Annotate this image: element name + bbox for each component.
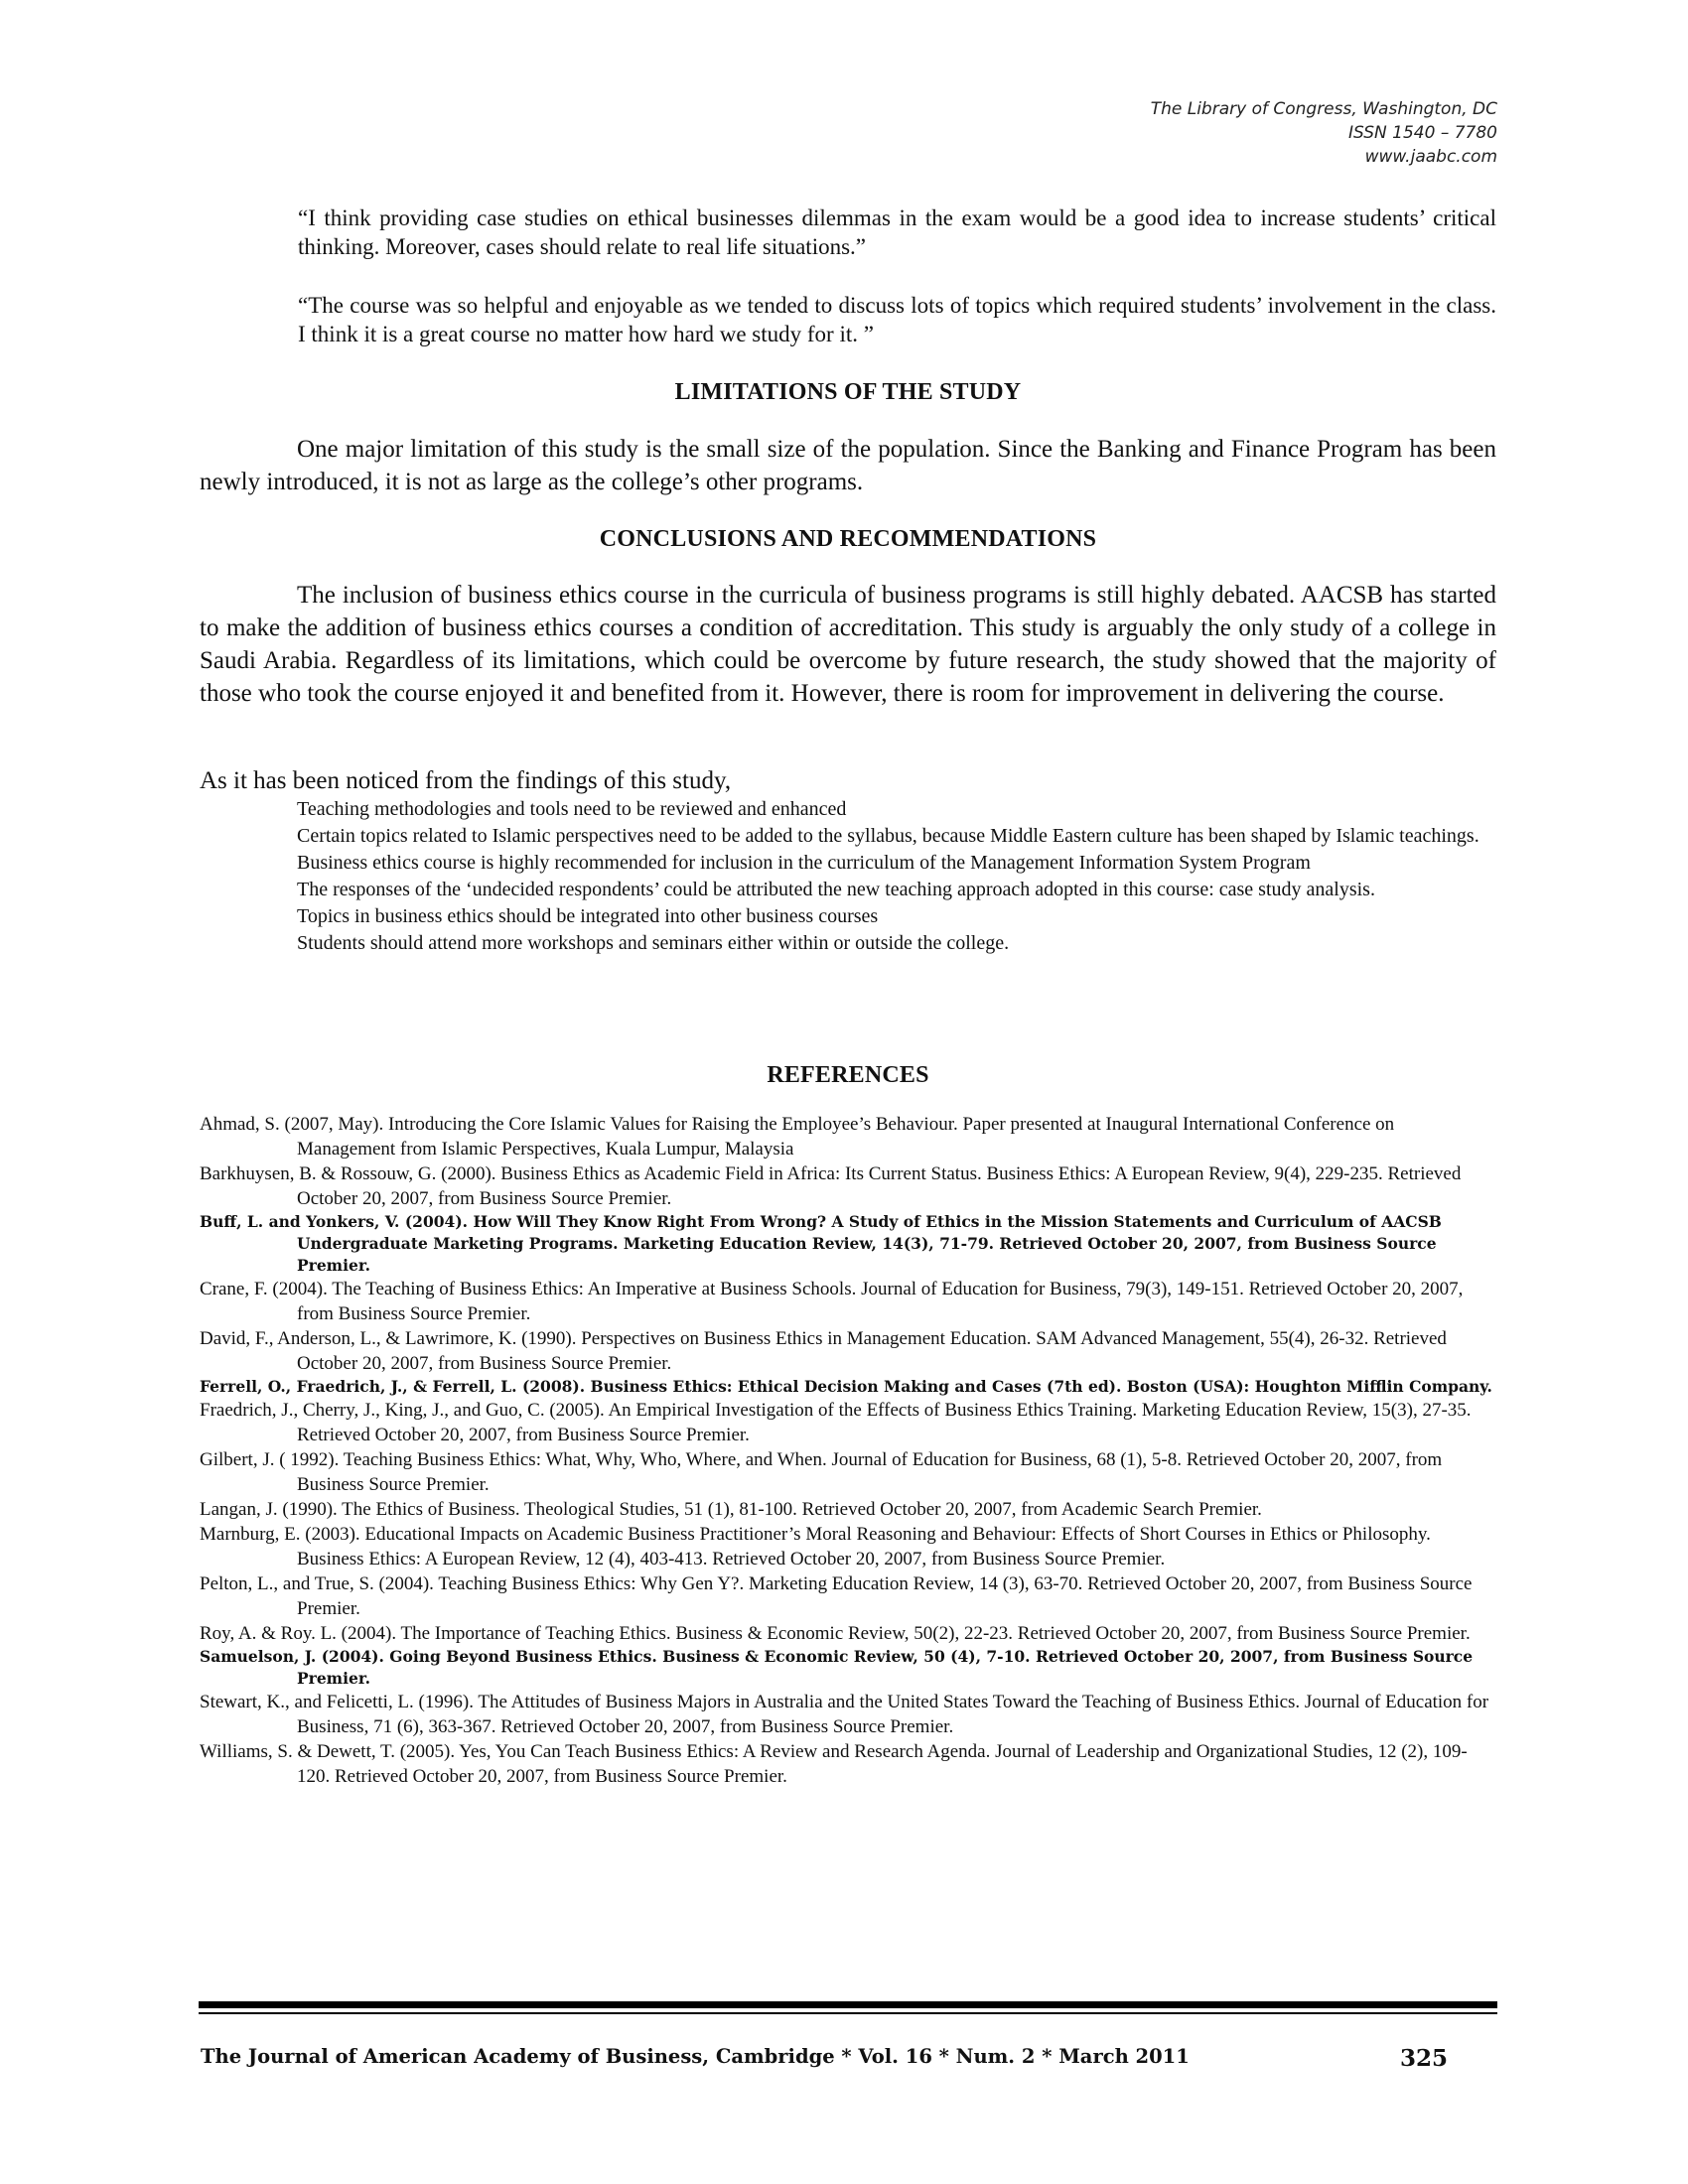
reference-entry: David, F., Anderson, L., & Lawrimore, K. (1990). Perspectives on Business Ethics in Management Education. SAM Advanced Management, 55(4), 26-32. Retrieved October 20, 2007, from Business Source Premier. [200, 1328, 1447, 1374]
references-body [200, 1112, 1496, 1789]
masthead-website: www.jaabc.com [1364, 147, 1497, 167]
reference-entry: Buff, L. and Yonkers, V. (2004). How Will They Know Right From Wrong? A Study of Ethics in the Mission Statements and Curriculum of AACSB Undergraduate Marketing Programs. Marketing Education Review, 14(3), 71-79. Retrieved October 20, 2007, from Business Source Premier. [200, 1212, 1442, 1275]
limitations-heading: LIMITATIONS OF THE STUDY [674, 379, 1022, 405]
reference-entry: Marnburg, E. (2003). Educational Impacts on Academic Business Practitioner’s Moral Reasoning and Behaviour: Effects of Short Courses in Ethics or Philosophy. Business Ethics: A European Review, 12 (4), 403-413. Retrieved October 20, 2007, from Business Source Premier. [200, 1524, 1431, 1570]
reference-entry: Ferrell, O., Fraedrich, J., & Ferrell, L. (2008). Business Ethics: Ethical Decision Making and Cases (7th ed). Boston (USA): Houghton Mifflin Company. [200, 1377, 1492, 1396]
masthead [802, 97, 1497, 169]
reference-entry: Crane, F. (2004). The Teaching of Business Ethics: An Imperative at Business Schools. Journal of Education for Business, 79(3), 149-151. Retrieved October 20, 2007, from Business Source Premier. [200, 1279, 1464, 1324]
masthead-library: The Library of Congress, Washington, DC [1150, 99, 1497, 119]
recommendations-intro: As it has been noticed from the findings of this study, [200, 767, 732, 794]
limitations-body [200, 433, 1496, 498]
recommendation-item: Business ethics course is highly recommended for inclusion in the curriculum of the Management Information System Program [297, 852, 1311, 874]
quote-paragraph: “I think providing case studies on ethical businesses dilemmas in the exam would be a good idea to increase students’ critical thinking. Moreover, cases should relate to real life situations.” [298, 205, 1496, 259]
references-section [200, 1062, 1496, 1089]
masthead-issn: ISSN 1540 – 7780 [1348, 123, 1497, 143]
conclusions-paragraph: The inclusion of business ethics course in the curricula of business programs is still highly debated. AACSB has started to make the addition of business ethics courses a condition of accreditation. This study is arguably the only study of a college in Saudi Arabia. Regardless of its limitations, which could be overcome by future research, the study showed that the majority of those who took the course enjoyed it and benefited from it. However, there is room for improvement in delivering the course. [200, 582, 1496, 707]
conclusions-section [200, 526, 1496, 553]
reference-entry: Langan, J. (1990). The Ethics of Business. Theological Studies, 51 (1), 81-100. Retrieved October 20, 2007, from Academic Search Premier. [200, 1499, 1262, 1520]
reference-entry: Pelton, L., and True, S. (2004). Teaching Business Ethics: Why Gen Y?. Marketing Education Review, 14 (3), 63-70. Retrieved October 20, 2007, from Business Source Premier. [200, 1573, 1473, 1619]
recommendations [200, 766, 1496, 957]
reference-entry: Ahmad, S. (2007, May). Introducing the Core Islamic Values for Raising the Employee’s Behaviour. Paper presented at Inaugural International Conference on Management from Islamic Perspectives, Kuala Lumpur, Malaysia [200, 1114, 1395, 1160]
references-heading: REFERENCES [767, 1062, 929, 1088]
recommendation-item: Topics in business ethics should be integrated into other business courses [297, 905, 879, 927]
conclusions-heading: CONCLUSIONS AND RECOMMENDATIONS [599, 526, 1097, 552]
student-quotes [298, 204, 1496, 378]
recommendation-item: Teaching methodologies and tools need to be reviewed and enhanced [297, 798, 847, 820]
recommendation-item: Certain topics related to Islamic perspectives need to be added to the syllabus, because Middle Eastern culture has been shaped by Islamic teachings. [297, 825, 1479, 847]
reference-entry: Fraedrich, J., Cherry, J., King, J., and Guo, C. (2005). An Empirical Investigation of the Effects of Business Ethics Training. Marketing Education Review, 15(3), 27-35. Retrieved October 20, 2007, from Business Source Premier. [200, 1400, 1472, 1445]
quote-paragraph: “The course was so helpful and enjoyable as we tended to discuss lots of topics which required students’ involvement in the class. I think it is a great course no matter how hard we study for it. ” [298, 293, 1496, 346]
page-number: 325 [1399, 2045, 1448, 2072]
reference-list [200, 1112, 1496, 1789]
recommendations-list [200, 796, 1496, 957]
recommendation-item: Students should attend more workshops and seminars either within or outside the college. [297, 932, 1010, 954]
reference-entry: Samuelson, J. (2004). Going Beyond Business Ethics. Business & Economic Review, 50 (4), 7-10. Retrieved October 20, 2007, from Business Source Premier. [200, 1647, 1474, 1688]
recommendation-item: The responses of the ‘undecided respondents’ could be attributed the new teaching approach adopted in this course: case study analysis. [297, 879, 1375, 900]
reference-entry: Gilbert, J. ( 1992). Teaching Business Ethics: What, Why, Who, Where, and When. Journal of Education for Business, 68 (1), 5-8. Retrieved October 20, 2007, from Business Source Premier. [200, 1449, 1443, 1495]
conclusions-body [200, 579, 1496, 710]
reference-entry: Barkhuysen, B. & Rossouw, G. (2000). Business Ethics as Academic Field in Africa: Its Current Status. Business Ethics: A European Review, 9(4), 229-235. Retrieved October 20, 2007, from Business Source Premier. [200, 1163, 1462, 1209]
reference-entry: Williams, S. & Dewett, T. (2005). Yes, You Can Teach Business Ethics: A Review and Research Agenda. Journal of Leadership and Organizational Studies, 12 (2), 109-120. Retrieved October 20, 2007, from Business Source Premier. [200, 1741, 1468, 1787]
footer-rule-thick [199, 2001, 1497, 2008]
footer-journal-citation: The Journal of American Academy of Business, Cambridge * Vol. 16 * Num. 2 * March 2011 [201, 2045, 1190, 2068]
limitations-section [200, 379, 1496, 406]
limitations-paragraph: One major limitation of this study is the small size of the population. Since the Banking and Finance Program has been newly introduced, it is not as large as the college’s other programs. [200, 436, 1496, 495]
reference-entry: Roy, A. & Roy. L. (2004). The Importance of Teaching Ethics. Business & Economic Review, 50(2), 22-23. Retrieved October 20, 2007, from Business Source Premier. [200, 1623, 1471, 1644]
reference-entry: Stewart, K., and Felicetti, L. (1996). The Attitudes of Business Majors in Australia and the United States Toward the Teaching of Business Ethics. Journal of Education for Business, 71 (6), 363-367. Retrieved October 20, 2007, from Business Source Premier. [200, 1692, 1489, 1737]
footer-rule-thin [199, 2012, 1497, 2014]
